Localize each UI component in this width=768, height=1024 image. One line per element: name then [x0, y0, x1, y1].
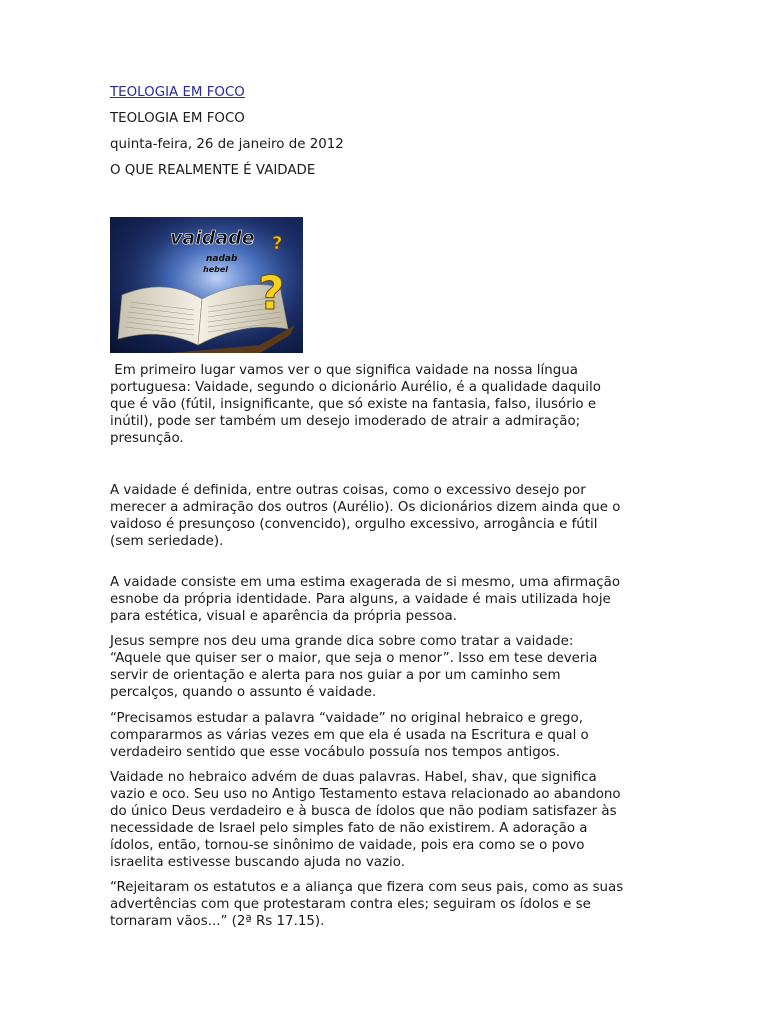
paragraph-line: para estética, visual e aparência da própria pessoa.: [110, 609, 458, 624]
paragraph-4: [110, 633, 658, 701]
paragraph-line: merecer a admiração dos outros (Aurélio). Os dicionários dizem ainda que o: [110, 500, 621, 515]
paragraph-line: advertências com que protestaram contra eles; seguiram os ídolos e se: [110, 897, 591, 912]
paragraph-3: [110, 574, 658, 625]
paragraph-line: esnobe da própria identidade. Para alguns, a vaidade é mais utilizada hoje: [110, 592, 611, 607]
paragraph-line: portuguesa: Vaidade, segundo o dicionário Aurélio, é a qualidade daquilo: [110, 380, 601, 395]
paragraph-line: que é vão (fútil, insignificante, que só existe na fantasia, falso, ilusório e: [110, 397, 597, 412]
small-question-mark: ?: [272, 233, 283, 254]
paragraph-line: vazio e oco. Seu uso no Antigo Testamento estava relacionado ao abandono: [110, 787, 621, 802]
blog-title: TEOLOGIA EM FOCO: [110, 111, 245, 126]
paragraph-1: [110, 362, 658, 447]
book-image: [110, 217, 303, 353]
paragraph-2: [110, 482, 658, 550]
paragraph-line: presunção.: [110, 431, 184, 446]
paragraph-line: vaidoso é presunçoso (convencido), orgulho excessivo, arrogância e fútil: [110, 517, 598, 532]
paragraph-line: A vaidade consiste em uma estima exagerada de si mesmo, uma afirmação: [110, 575, 621, 590]
paragraph-line: Em primeiro lugar vamos ver o que significa vaidade na nossa língua: [110, 363, 578, 378]
paragraph-line: tornaram vãos...” (2ª Rs 17.15).: [110, 914, 325, 929]
blog-link[interactable]: TEOLOGIA EM FOCO: [110, 85, 245, 100]
paragraph-line: israelita estivesse buscando ajuda no vazio.: [110, 855, 405, 870]
paragraph-line: percalços, quando o assunto é vaidade.: [110, 685, 377, 700]
paragraph-line: A vaidade é definida, entre outras coisas, como o excessivo desejo por: [110, 483, 586, 498]
paragraph-line: verdadeiro sentido que esse vocábulo possuía nos tempos antigos.: [110, 745, 561, 760]
nadab-word: nadab: [206, 254, 238, 264]
paragraph-line: (sem seriedade).: [110, 534, 224, 549]
post-title: O QUE REALMENTE É VAIDADE: [110, 163, 316, 178]
paragraph-line: necessidade de Israel pelo simples fato de não existirem. A adoração a: [110, 821, 588, 836]
post-date: quinta-feira, 26 de janeiro de 2012: [110, 137, 344, 152]
paragraph-line: “Rejeitaram os estatutos e a aliança que fizera com seus pais, como as suas: [110, 880, 624, 895]
paragraph-line: inútil), pode ser também um desejo imoderado de atrair a admiração;: [110, 414, 581, 429]
paragraph-line: “Precisamos estudar a palavra “vaidade” no original hebraico e grego,: [110, 711, 584, 726]
paragraph-line: servir de orientação e alerta para nos guiar a por um caminho sem: [110, 668, 561, 683]
paragraph-line: ídolos, então, tornou-se sinônimo de vaidade, pois era como se o povo: [110, 838, 585, 853]
paragraph-line: Vaidade no hebraico advém de duas palavras. Habel, shav, que significa: [110, 770, 597, 785]
document-header: [110, 84, 658, 188]
paragraph-6: [110, 769, 658, 871]
paragraph-line: Jesus sempre nos deu uma grande dica sobre como tratar a vaidade:: [110, 634, 574, 649]
vaidade-word: vaidade: [170, 227, 255, 249]
paragraph-line: do único Deus verdadeiro e à busca de ídolos que não podiam satisfazer às: [110, 804, 617, 819]
paragraph-7: [110, 879, 658, 930]
paragraph-line: “Aquele que quiser ser o maior, que seja o menor”. Isso em tese deveria: [110, 651, 598, 666]
hebel-word: hebel: [203, 265, 229, 274]
paragraph-line: compararmos as várias vezes em que ela é usada na Escritura e qual o: [110, 728, 589, 743]
paragraph-5: [110, 710, 658, 761]
large-question-mark: ?: [258, 266, 285, 320]
vaidade-illustration: [110, 217, 303, 353]
